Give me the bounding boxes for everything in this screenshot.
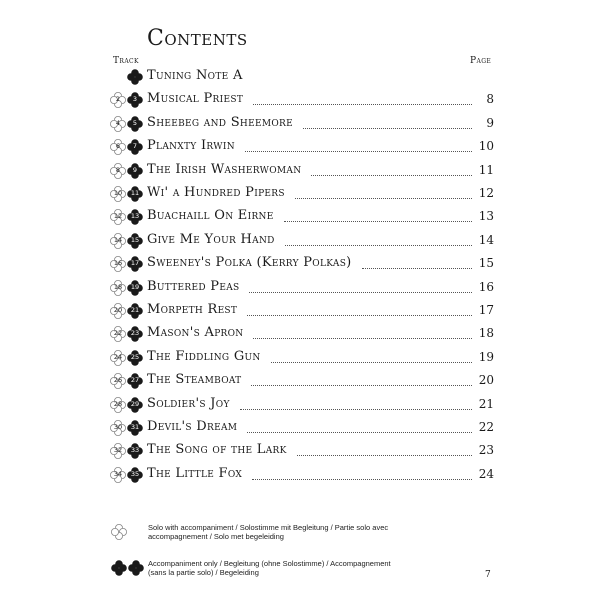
clover-filled-icon <box>126 138 144 156</box>
entry-title: Sweeney's Polka (Kerry Polkas) <box>147 255 352 271</box>
clover-filled-icon <box>126 396 144 414</box>
dot-leader <box>253 338 472 339</box>
solo-track-number: 18 <box>113 282 123 291</box>
entry-page-number: 9 <box>486 115 494 130</box>
accompaniment-track-number: 9 <box>132 165 138 174</box>
clover-outline-icon <box>109 442 127 460</box>
entry-page-number: 19 <box>478 349 494 364</box>
track-markers <box>109 91 145 109</box>
solo-track-number: 10 <box>113 189 123 197</box>
solo-track-number: 8 <box>115 165 121 174</box>
solo-track-number: 14 <box>113 235 123 244</box>
entry-title: Musical Priest <box>147 91 244 107</box>
dot-leader <box>285 245 472 246</box>
entry-title: Give Me Your Hand <box>147 231 275 247</box>
dot-leader <box>295 198 472 199</box>
entry-title: The Little Fox <box>147 465 243 481</box>
dot-leader <box>253 104 472 105</box>
clover-filled-icon <box>126 115 144 133</box>
clover-outline-icon <box>109 115 127 133</box>
dot-leader <box>247 315 472 316</box>
solo-track-number: 4 <box>115 118 121 127</box>
clover-filled-icon <box>126 349 144 367</box>
clover-outline-icon <box>109 91 127 109</box>
entry-page-number: 23 <box>478 443 494 458</box>
clover-outline-icon <box>109 232 127 250</box>
entry-page-number: 17 <box>478 303 494 317</box>
clover-filled-icon <box>126 302 144 320</box>
track-markers <box>109 162 145 180</box>
track-markers <box>109 302 145 320</box>
entry-title: Mason's Apron <box>147 325 244 341</box>
clover-outline-icon <box>109 466 127 484</box>
solo-track-number: 28 <box>113 399 123 408</box>
track-markers <box>109 396 145 414</box>
entry-title: Wi' a Hundred Pipers <box>147 185 285 200</box>
entry-page-number: 21 <box>478 396 494 411</box>
entry-title: Buachaill On Eirne <box>147 208 274 224</box>
track-markers <box>109 372 145 390</box>
toc-entry[interactable] <box>0 183 600 205</box>
clover-filled-icon <box>126 68 144 86</box>
accompaniment-track-number: 21 <box>130 306 140 314</box>
clover-filled-icon <box>126 442 144 460</box>
clover-filled-icon <box>126 232 144 250</box>
accompaniment-track-number: 23 <box>130 329 140 338</box>
clover-filled-icon <box>126 162 144 180</box>
entry-title: The Song of the Lark <box>147 442 287 458</box>
toc-entry[interactable] <box>0 160 600 182</box>
entry-page-number: 14 <box>478 232 494 247</box>
solo-track-number: 2 <box>115 95 121 104</box>
dot-leader <box>284 221 472 222</box>
clover-outline-icon <box>109 279 127 297</box>
clover-outline-icon <box>109 255 127 273</box>
clover-filled-icon <box>126 255 144 273</box>
clover-outline-icon <box>109 372 127 390</box>
entry-page-number: 18 <box>478 326 494 341</box>
entry-title: Sheebeg and Sheemore <box>147 114 293 130</box>
track-column-header: Track <box>113 56 139 66</box>
clover-filled-icon <box>126 466 144 484</box>
clover-filled-icon <box>126 91 144 109</box>
dot-leader <box>251 385 472 386</box>
toc-entry[interactable] <box>0 347 600 369</box>
accompaniment-track-number: 17 <box>130 259 140 268</box>
clover-filled-icon <box>126 419 144 437</box>
track-markers <box>109 138 145 156</box>
accompaniment-track-number: 27 <box>130 376 140 385</box>
solo-track-number: 24 <box>113 352 123 361</box>
entry-title: Tuning Note A <box>147 68 243 83</box>
track-markers <box>109 68 145 86</box>
toc-entry[interactable] <box>0 464 600 486</box>
track-markers <box>109 115 145 133</box>
dot-leader <box>311 175 472 176</box>
track-markers <box>109 349 145 367</box>
entry-title: The Irish Washerwoman <box>147 161 302 177</box>
clover-filled-icon <box>126 279 144 297</box>
entry-title: Morpeth Rest <box>147 302 238 317</box>
dot-leader <box>245 151 472 152</box>
toc-entry[interactable] <box>0 206 600 228</box>
page-number: 7 <box>485 570 491 580</box>
clover-filled-icon <box>126 208 144 226</box>
entry-page-number: 10 <box>478 139 494 154</box>
clover-outline-icon <box>109 302 127 320</box>
solo-track-number: 16 <box>113 259 123 268</box>
entry-page-number: 8 <box>486 92 494 107</box>
clover-filled-icon <box>126 372 144 390</box>
entry-title: The Fiddling Gun <box>147 348 261 364</box>
clover-outline-icon <box>109 208 127 226</box>
track-markers <box>109 255 145 273</box>
page-title: Contents <box>147 26 248 51</box>
track-markers <box>109 208 145 226</box>
entry-page-number: 12 <box>478 186 494 200</box>
solo-track-number: 30 <box>113 423 123 431</box>
toc-entry[interactable] <box>0 277 600 299</box>
dot-leader <box>249 292 472 293</box>
track-markers <box>109 325 145 343</box>
entry-title: Soldier's Joy <box>147 395 230 411</box>
accompaniment-track-number: 11 <box>130 189 140 197</box>
solo-track-number: 12 <box>113 212 123 221</box>
page-column-header: Page <box>470 56 492 66</box>
accompaniment-track-number: 13 <box>130 212 140 221</box>
accompaniment-track-number: 29 <box>130 399 140 408</box>
entry-title: Planxty Irwin <box>147 138 235 154</box>
track-markers <box>109 279 145 297</box>
entry-page-number: 13 <box>478 209 494 224</box>
entry-page-number: 24 <box>478 466 494 481</box>
toc-entry[interactable] <box>0 136 600 158</box>
entry-title: Devil's Dream <box>147 419 238 434</box>
clover-outline-icon <box>109 162 127 180</box>
clover-filled-icon <box>127 559 145 577</box>
clover-outline-icon <box>109 138 127 156</box>
entry-page-number: 16 <box>478 279 494 294</box>
accompaniment-track-number: 15 <box>130 235 140 244</box>
track-markers <box>109 419 145 437</box>
clover-filled-icon <box>126 185 144 203</box>
solo-track-number: 20 <box>113 306 123 314</box>
entry-page-number: 20 <box>478 373 494 388</box>
dot-leader <box>271 362 472 363</box>
accompaniment-track-number: 3 <box>132 95 138 104</box>
accompaniment-track-number: 31 <box>130 423 140 431</box>
accompaniment-track-number: 33 <box>130 446 140 455</box>
toc-entry[interactable] <box>0 66 600 88</box>
legend-accompaniment-text: Accompaniment only / Begleitung (ohne Solostimme) / Accompagnement (sans la partie solo) / Begeleiding <box>148 559 391 577</box>
toc-entry[interactable] <box>0 230 600 252</box>
dot-leader <box>303 128 472 129</box>
solo-track-number: 6 <box>115 142 121 151</box>
entry-page-number: 11 <box>478 162 494 177</box>
clover-outline-icon <box>109 349 127 367</box>
accompaniment-track-number: 5 <box>132 118 138 127</box>
clover-outline-icon <box>109 419 127 437</box>
toc-entry[interactable] <box>0 113 600 135</box>
accompaniment-track-number: 7 <box>132 142 138 151</box>
solo-track-number: 34 <box>113 469 123 478</box>
solo-track-number: 22 <box>113 329 123 338</box>
toc-entry[interactable] <box>0 300 600 322</box>
track-markers <box>109 466 145 484</box>
track-markers <box>109 185 145 203</box>
solo-track-number: 32 <box>113 446 123 455</box>
clover-outline-icon <box>109 325 127 343</box>
track-markers <box>109 442 145 460</box>
clover-outline-icon <box>109 396 127 414</box>
dot-leader <box>362 268 472 269</box>
accompaniment-track-number: 25 <box>130 352 140 361</box>
clover-filled-icon <box>110 559 128 577</box>
dot-leader <box>297 455 472 456</box>
toc-entry[interactable] <box>0 394 600 416</box>
toc-entry[interactable] <box>0 89 600 111</box>
accompaniment-track-number: 35 <box>130 469 140 478</box>
toc-entry[interactable] <box>0 253 600 275</box>
clover-outline-icon <box>109 185 127 203</box>
legend-solo-text: Solo with accompaniment / Solostimme mit Begleitung / Partie solo avec accompagnement / Solo met begeleiding <box>148 523 389 541</box>
toc-entry[interactable] <box>0 323 600 345</box>
toc-entry[interactable] <box>0 370 600 392</box>
entry-title: Buttered Peas <box>147 278 240 294</box>
toc-entry[interactable] <box>0 417 600 439</box>
clover-filled-icon <box>126 325 144 343</box>
toc-entry[interactable] <box>0 440 600 462</box>
dot-leader <box>247 432 472 433</box>
entry-page-number: 15 <box>478 256 494 271</box>
dot-leader <box>252 479 472 480</box>
entry-title: The Steamboat <box>147 372 242 388</box>
accompaniment-track-number: 19 <box>130 282 140 291</box>
track-markers <box>109 232 145 250</box>
clover-outline-icon <box>110 523 128 541</box>
solo-track-number: 26 <box>113 376 123 385</box>
dot-leader <box>240 409 472 410</box>
entry-page-number: 22 <box>478 420 494 434</box>
